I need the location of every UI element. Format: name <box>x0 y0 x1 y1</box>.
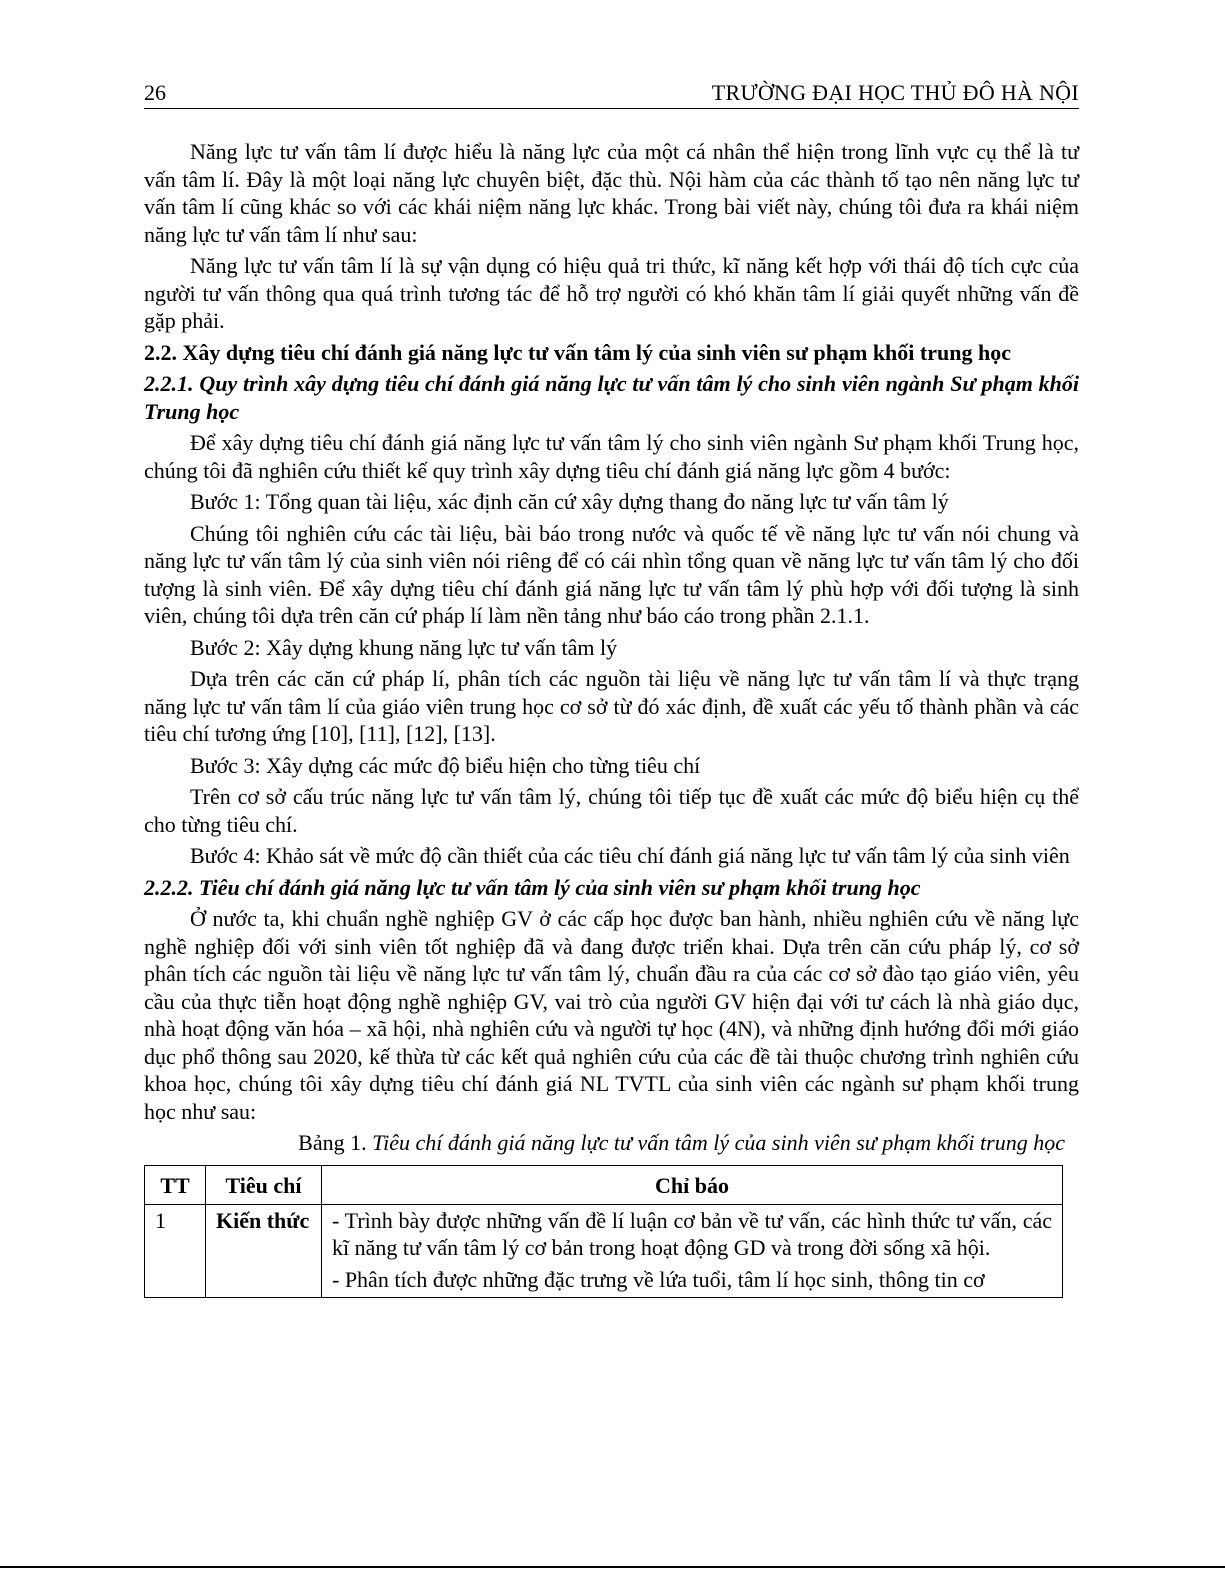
paragraph-definition: Năng lực tư vấn tâm lí được hiểu là năng lực của một cá nhân thể hiện trong lĩnh vực cụ thể là tư vấn tâm lí. Đây là một loại năng lực chuyên biệt, đặc thù. Nội hàm của các thành tố tạo nên năng lực tư vấn tâm lí cũng khác so với các khái niệm năng lực khác. Trong bài viết này, chúng tôi đưa ra khái niệm năng lực tư vấn tâm lí như sau: <box>144 139 1079 247</box>
page-bottom-rule <box>0 1566 1225 1568</box>
section-heading-2-2: 2.2. Xây dựng tiêu chí đánh giá năng lực tư vấn tâm lý của sinh viên sư phạm khối trung học <box>144 339 1011 365</box>
table-caption-label: Bảng 1. <box>298 1130 367 1155</box>
criteria-table <box>144 1165 1063 1299</box>
table-header-row <box>145 1165 1063 1204</box>
table-row <box>145 1204 1063 1298</box>
header-tt: TT <box>145 1165 206 1204</box>
page-header <box>144 78 1079 109</box>
step-4-title: Bước 4: Khảo sát về mức độ cần thiết của các tiêu chí đánh giá năng lực tư vấn tâm lý của sinh viên <box>190 843 1070 868</box>
indicator-item: - Trình bày được những vấn đề lí luận cơ bản về tư vấn, các hình thức tư vấn, các kĩ năng tư vấn tâm lý cơ bản trong hoạt động GD và trong đời sống xã hội. <box>332 1207 1052 1260</box>
article-body <box>144 138 1079 1298</box>
paragraph-criteria-basis: Ở nước ta, khi chuẩn nghề nghiệp GV ở các cấp học được ban hành, nhiều nghiên cứu về năng lực nghề nghiệp đối với sinh viên tốt nghiệp đã và đang được triển khai. Dựa trên căn cứu pháp lý, cơ sở phân tích các nguồn tài liệu về năng lực tư vấn tâm lý, chuẩn đầu ra của các cơ sở đào tạo giáo viên, yêu cầu của thực tiễn hoạt động nghề nghiệp GV, vai trò của người GV hiện đại với tư cách là nhà giáo dục, nhà hoạt động văn hóa – xã hội, nhà nghiên cứu và người tự học (4N), và những định hướng đổi mới giáo dục phổ thông sau 2020, kế thừa từ các kết quả nghiên cứu của các đề tài thuộc chương trình nghiên cứu khoa học, chúng tôi xây dựng tiêu chí đánh giá NL TVTL của sinh viên các ngành sư phạm khối trung học như sau: <box>144 906 1079 1124</box>
criterion-name: Kiến thức <box>216 1207 310 1233</box>
paragraph-step-3: Trên cơ sở cấu trúc năng lực tư vấn tâm lý, chúng tôi tiếp tục đề xuất các mức độ biểu hiện cụ thể cho từng tiêu chí. <box>144 784 1079 837</box>
step-2-title: Bước 2: Xây dựng khung năng lực tư vấn tâm lý <box>190 634 618 660</box>
paragraph-concept: Năng lực tư vấn tâm lí là sự vận dụng có hiệu quả tri thức, kĩ năng kết hợp với thái độ tích cực của người tư vấn thông qua quá trình tương tác để hỗ trợ người có khó khăn tâm lí giải quyết những vấn đề gặp phải. <box>144 253 1079 333</box>
cell-indicators <box>322 1204 1063 1298</box>
table-caption <box>144 1129 1079 1157</box>
subsection-heading-2-2-1: 2.2.1. Quy trình xây dựng tiêu chí đánh giá năng lực tư vấn tâm lý cho sinh viên ngành Sư phạm khối Trung học <box>144 371 1079 424</box>
paragraph-process-intro: Để xây dựng tiêu chí đánh giá năng lực tư vấn tâm lý cho sinh viên ngành Sư phạm khối Trung học, chúng tôi đã nghiên cứu thiết kế quy trình xây dựng tiêu chí đánh giá năng lực gồm 4 bước: <box>144 430 1079 483</box>
subsection-heading-2-2-2: 2.2.2. Tiêu chí đánh giá năng lực tư vấn tâm lý của sinh viên sư phạm khối trung học <box>144 874 921 900</box>
header-criterion: Tiêu chí <box>206 1165 322 1204</box>
step-1-title: Bước 1: Tổng quan tài liệu, xác định căn cứ xây dựng thang đo năng lực tư vấn tâm lý <box>190 489 949 514</box>
step-3-title: Bước 3: Xây dựng các mức độ biểu hiện cho từng tiêu chí <box>190 752 701 778</box>
paragraph-step-1: Chúng tôi nghiên cứu các tài liệu, bài báo trong nước và quốc tế về năng lực tư vấn nói chung và năng lực tư vấn tâm lý của sinh viên nói riêng để có cái nhìn tổng quan về năng lực tư vấn tâm lý cho đối tượng là sinh viên. Để xây dựng tiêu chí đánh giá năng lực tư vấn tâm lý phù hợp với đối tượng là sinh viên, chúng tôi dựa trên căn cứ pháp lí làm nền tảng như báo cáo trong phần 2.1.1. <box>144 520 1079 628</box>
page-number: 26 <box>144 80 166 105</box>
running-head-school: TRƯỜNG ĐẠI HỌC THỦ ĐÔ HÀ NỘI <box>711 80 1079 105</box>
paragraph-step-2: Dựa trên các căn cứ pháp lí, phân tích các nguồn tài liệu về năng lực tư vấn tâm lí và thực trạng năng lực tư vấn tâm lí của giáo viên trung học cơ sở từ đó xác định, đề xuất các yếu tố thành phần và các tiêu chí tương ứng [10], [11], [12], [13]. <box>144 666 1079 746</box>
cell-criterion <box>206 1204 322 1298</box>
cell-tt: 1 <box>145 1204 206 1298</box>
header-indicator: Chỉ báo <box>322 1165 1063 1204</box>
table-caption-title: Tiêu chí đánh giá năng lực tư vấn tâm lý của sinh viên sư phạm khối trung học <box>372 1130 1065 1155</box>
indicator-item: - Phân tích được những đặc trưng về lứa tuổi, tâm lí học sinh, thông tin cơ <box>332 1266 985 1292</box>
